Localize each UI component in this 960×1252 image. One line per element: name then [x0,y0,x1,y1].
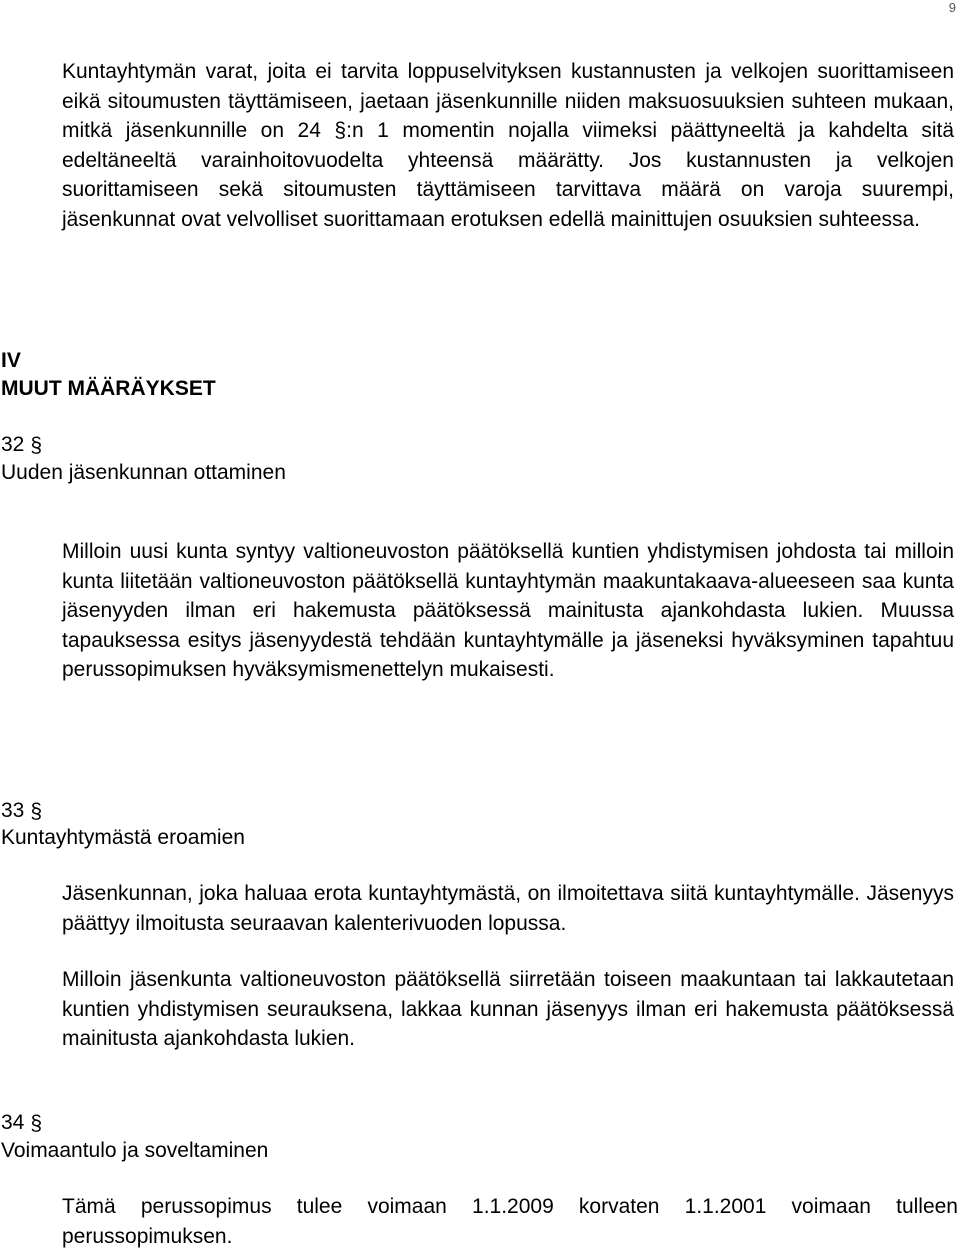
section-34-number: 34 [1,1111,25,1134]
section-34-heading [1,1108,42,1138]
section-sign-icon: § [30,433,43,457]
section-32-paragraph-1: Milloin uusi kunta syntyy valtioneuvoston päätöksellä kuntien yhdistymisen johdosta tai milloin kunta liitetään valtioneuvoston päätöksellä kuntayhtymän maakuntakaava-alueeseen saa kunta jäsenyyden ilman eri hakemusta päätöksessä mainitusta ajankohdasta lukien. Muussa tapauksessa esitys jäsenyydestä tehdään kuntayhtymälle ja jäseneksi hyväksyminen tapahtuu perussopimuksen hyväksymismenettelyn mukaisesti. [62,540,954,681]
section-33-title: Kuntayhtymästä eroamien [1,826,245,849]
section-33-heading [1,796,42,826]
section-32-title: Uuden jäsenkunnan ottaminen [1,461,286,484]
intro-paragraph: Kuntayhtymän varat, joita ei tarvita loppuselvityksen kustannusten ja velkojen suorittamiseen eikä sitoumusten täyttämiseen, jaetaan jäsenkunnille niiden maksuosuuksien suhteen mukaan, mitkä jäsenkunnille on 24 §:n 1 momentin nojalla viimeksi päättyneeltä ja kahdelta sitä edeltäneeltä varainhoitovuodelta yhteensä määrätty. Jos kustannusten ja velkojen suorittamiseen sekä sitoumusten täyttämiseen tarvittava määrä on varoja suurempi, jäsenkunnat ovat velvolliset suorittamaan erotuksen edellä mainittujen osuuksien suhteessa. [62,60,954,231]
section-34-title: Voimaantulo ja soveltaminen [1,1139,269,1162]
section-32-number: 32 [1,433,25,456]
chapter-title: MUUT MÄÄRÄYKSET [1,377,216,400]
section-33-number: 33 [1,799,25,822]
section-34-paragraph-1: Tämä perussopimus tulee voimaan 1.1.2009 korvaten 1.1.2001 voimaan tulleen perussopimuksen. [62,1195,958,1248]
section-sign-icon: § [30,1111,43,1135]
section-33-paragraph-1: Jäsenkunnan, joka haluaa erota kuntayhtymästä, on ilmoitettava siitä kuntayhtymälle. Jäsenyys päättyy ilmoitusta seuraavan kalenterivuoden lopussa. [62,882,954,935]
page-number: 9 [948,0,956,15]
chapter-number: IV [1,349,21,372]
section-33-paragraph-2: Milloin jäsenkunta valtioneuvoston päätöksellä siirretään toiseen maakuntaan tai lakkautetaan kuntien yhdistymisen seurauksena, lakkaa kunnan jäsenyys ilman eri hakemusta päätöksessä mainitusta ajankohdasta lukien. [62,968,954,1050]
section-32-heading [1,430,42,460]
section-sign-icon: § [30,799,43,823]
